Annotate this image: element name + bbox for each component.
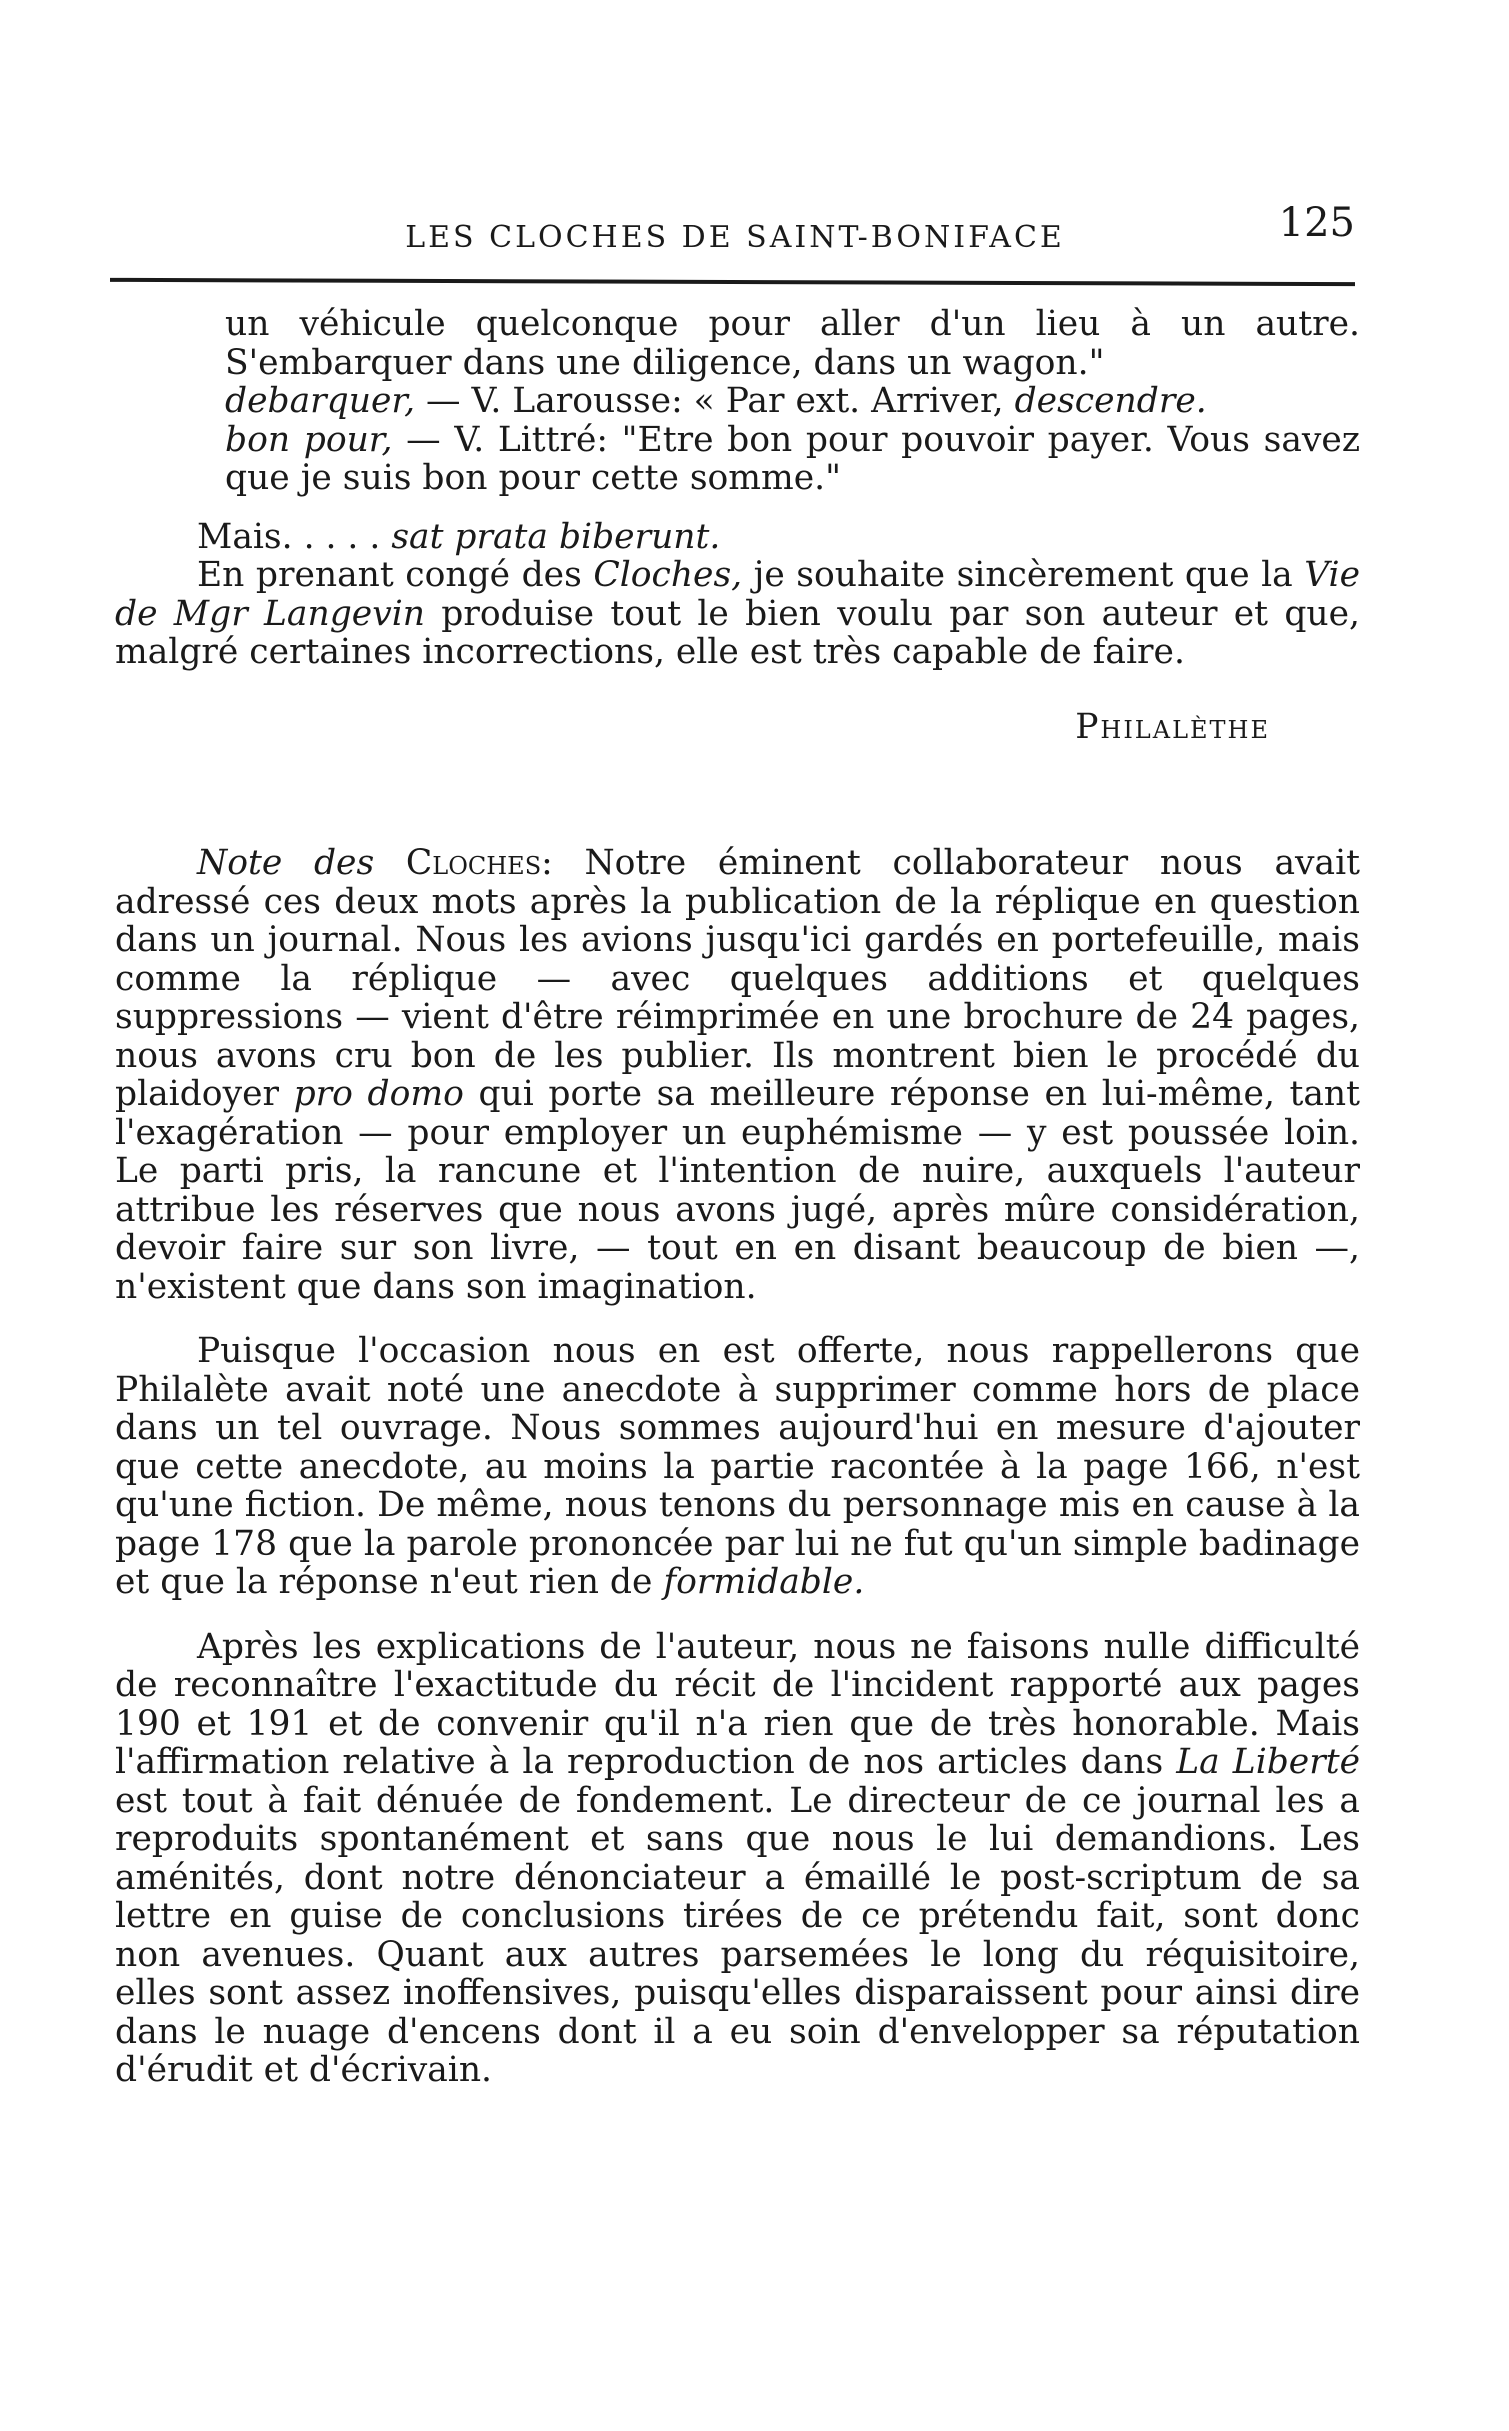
italic-word: descendre. (1014, 381, 1207, 421)
note-text: Après les explications de l'auteur, nous ne faisons nulle difficulté de reconnaître l'exactitude du récit de l'incident rapporté aux pages 190 et 191 et de convenir qu'il n'a rien que de très honorable. Mais l'affirmation relative à la reproduction de nos articles dans (115, 1626, 1360, 1782)
signature: Philalèthe (1075, 706, 1270, 747)
closing-paragraph (115, 556, 1360, 672)
note-text: : Notre éminent collaborateur nous avait adressé ces deux mots après la publication de la réplique en question dans un journal. Nous les avions jusqu'ici gardés en portefeuille, mais comme la réplique — avec quelques additions et quelques suppressions — vient d'être réimprimée en une brochure de 24 pages, nous avons cru bon de les publier. Ils montrent bien le procédé du plaidoyer (115, 843, 1360, 1114)
definition-text: — V. Littré: "Etre bon pour pouvoir payer. Vous savez que je suis bon pour cette somme." (225, 419, 1360, 498)
note-label-cloches: Cloches (405, 843, 542, 883)
note-paragraph-3 (115, 1628, 1360, 2090)
closing-text: produise tout le bien voulu par son auteur et que, malgré certaines incorrections, elle est très capable de faire. (115, 593, 1361, 672)
definition-debarquer (225, 382, 1360, 421)
closing-text: En prenant congé des (197, 555, 582, 595)
note-paragraph-1 (115, 844, 1360, 1306)
note-paragraph-2 (115, 1332, 1360, 1602)
latin-phrase: sat prata biberunt. (391, 516, 721, 557)
term-debarquer: debarquer, (225, 381, 416, 421)
title-cloches: Cloches, (593, 555, 743, 595)
note-text: est tout à fait dénuée de fondement. Le directeur de ce journal les a reproduits spontanément et sans que nous le lui demandions. Les aménités, dont notre dénonciateur a émaillé le post-scriptum de sa lettre en guise de conclusions tirées de ce prétendu fait, sont donc non avenues. Quant aux autres parsemées le long du réquisitoire, elles sont assez inoffensives, puisqu'elles disparaissent pour ainsi dire dans le nuage d'encens dont il a eu soin d'envelopper sa réputation d'érudit et d'écrivain. (115, 1780, 1360, 2090)
definition-bon-pour (225, 421, 1360, 498)
definition-text: — V. Larousse: « Par ext. Arriver, (426, 381, 1004, 421)
note-text: qui porte sa meilleure réponse en lui-même, tant l'exagération — pour employer un euphémisme — y est poussée loin. Le parti pris, la rancune et l'intention de nuire, auxquels l'auteur attribue les réserves que nous avons jugé, après mûre considération, devoir faire sur son livre, — tout en en disant beaucoup de bien —, n'existent que dans son imagination. (115, 1074, 1361, 1307)
definition-text: un véhicule quelconque pour aller d'un lieu à un autre. S'embarquer dans une diligence, dans un wagon." (225, 304, 1360, 383)
page-header (115, 200, 1355, 280)
term-bon-pour: bon pour, (225, 419, 393, 460)
definitions-block (115, 305, 1360, 498)
italic-pro-domo: pro domo (293, 1074, 464, 1114)
note-text: Puisque l'occasion nous en est offerte, nous rappellerons que Philalète avait noté une anecdote à supprimer comme hors de place dans un tel ouvrage. Nous sommes aujourd'hui en mesure d'ajouter que cette anecdote, au moins la partie racontée à la page 166, n'est qu'une fiction. De même, nous tenons du personnage mis en cause à la page 178 que la parole prononcée par lui ne fut qu'un simple badinage et que la réponse n'eut rien de (115, 1331, 1360, 1602)
closing-text: je souhaite sincèrement que la (753, 555, 1293, 595)
mais-lead: Mais. . . . . (197, 516, 381, 557)
italic-formidable: formidable. (663, 1562, 865, 1602)
running-head: LES CLOCHES DE SAINT-BONIFACE (405, 220, 1065, 255)
title-vie: Vie de Mgr Langevin (115, 555, 1361, 634)
title-la-liberte: La Liberté (1176, 1742, 1360, 1782)
mais-paragraph (115, 518, 1360, 557)
page-number: 125 (1278, 200, 1355, 246)
body-text (115, 305, 1360, 2116)
definition-continuation (225, 305, 1360, 382)
note-label: Note des (197, 843, 375, 883)
editor-note (115, 844, 1360, 2090)
